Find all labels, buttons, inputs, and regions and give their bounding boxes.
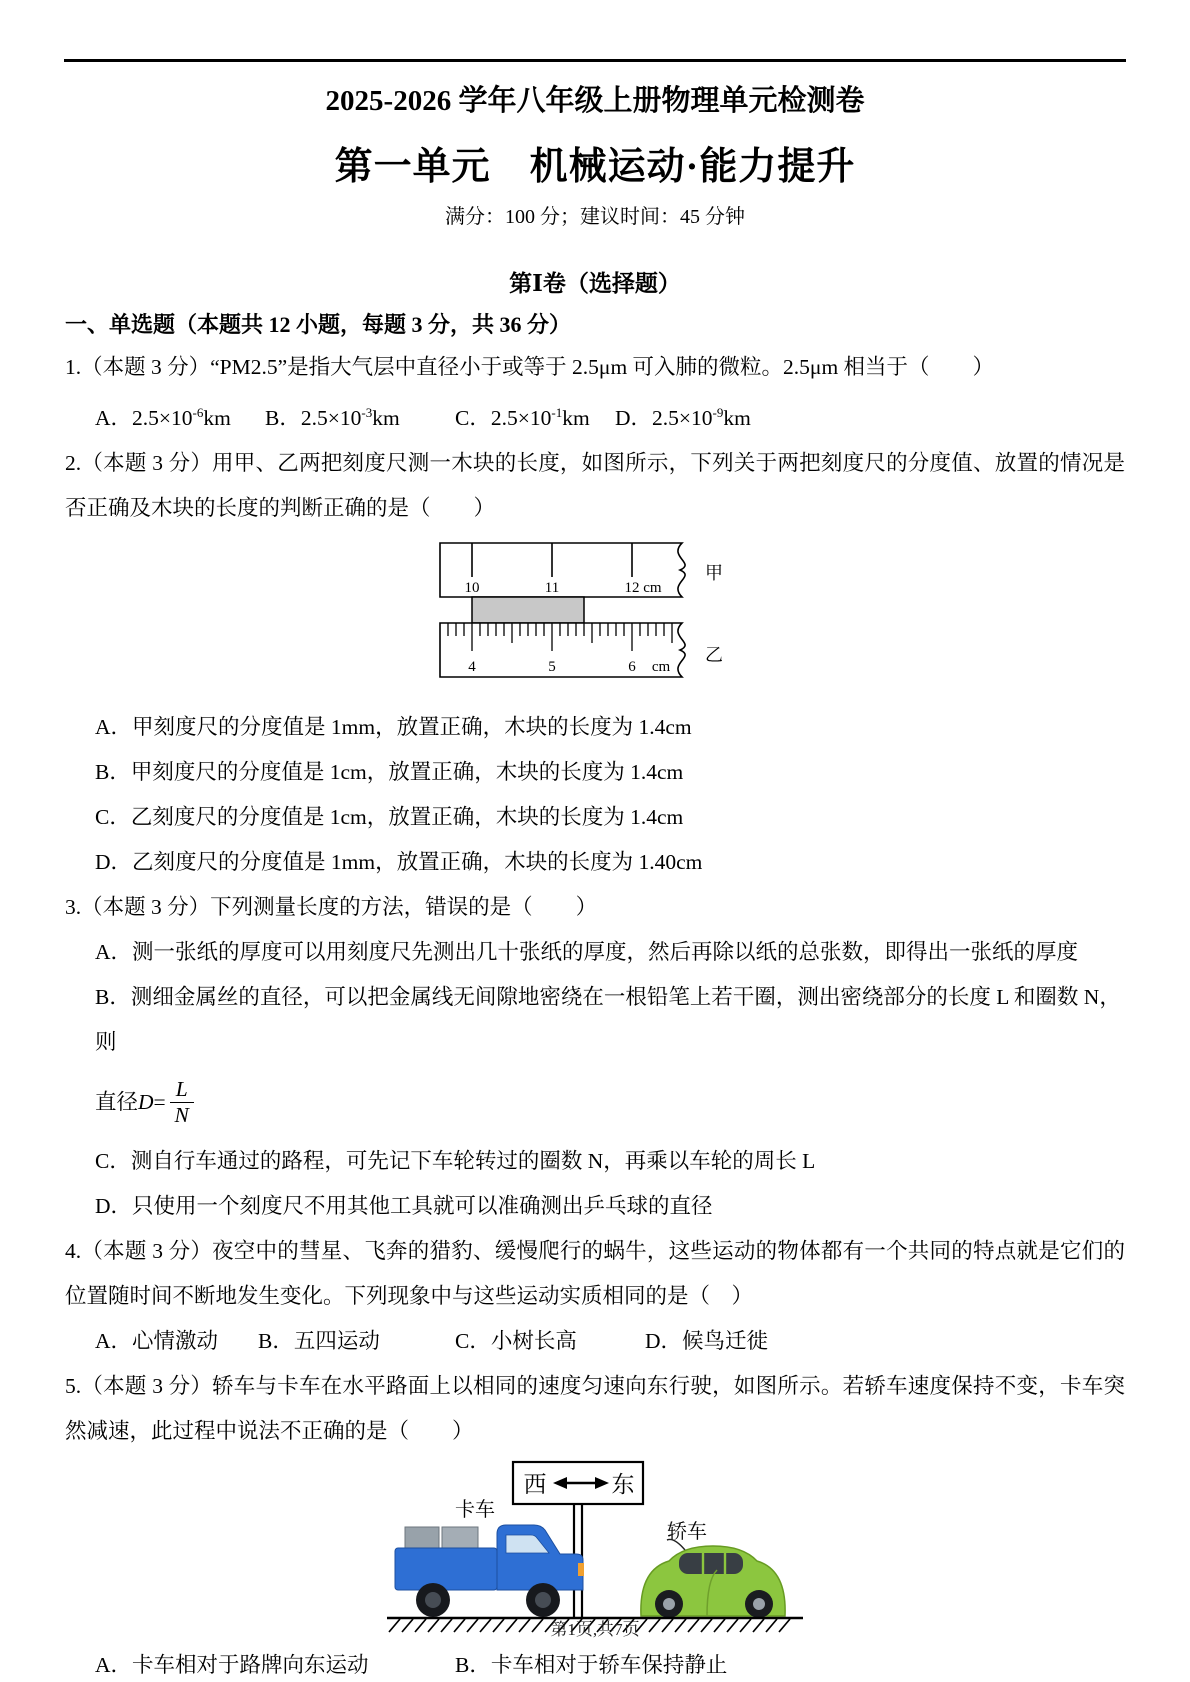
q2-option-d: D．乙刻度尺的分度值是 1mm，放置正确，木块的长度为 1.40cm bbox=[95, 850, 703, 875]
ruler-yi-tick-label: 6 bbox=[628, 659, 636, 676]
option-unit: km bbox=[203, 406, 231, 431]
q5-option-a: A．卡车相对于路牌向东运动 bbox=[95, 1653, 369, 1678]
question-5-options bbox=[65, 1643, 1125, 1682]
q1-option-c bbox=[455, 390, 615, 441]
ruler-jia-tick-label: 12 cm bbox=[624, 580, 662, 597]
option-label: B． bbox=[265, 406, 301, 431]
fraction-l-over-n bbox=[170, 1077, 194, 1127]
option-exponent: -3 bbox=[361, 405, 373, 420]
ruler-yi-name-label: 乙 bbox=[705, 645, 723, 666]
unit-title: 第一单元 机械运动·能力提升 bbox=[334, 146, 856, 188]
car-wheel-hub bbox=[663, 1598, 675, 1610]
section-title: 第Ⅰ卷（选择题） bbox=[509, 271, 681, 296]
ruler-jia-tick-label: 11 bbox=[544, 580, 560, 597]
sign-east-label: 东 bbox=[611, 1472, 635, 1498]
option-value: 2.5×10 bbox=[300, 406, 362, 431]
header-divider bbox=[64, 59, 1126, 62]
formula-prefix: 直径 bbox=[95, 1089, 139, 1114]
ruler-measurement-diagram bbox=[430, 535, 760, 705]
q3-option-d: D．只使用一个刻度尺不用其他工具就可以准确测出乒乓球的直径 bbox=[95, 1194, 713, 1219]
question-1-options bbox=[65, 390, 1125, 441]
truck-bed bbox=[395, 1548, 497, 1590]
doc-title: 2025-2026 学年八年级上册物理单元检测卷 bbox=[325, 85, 865, 117]
truck-wheel-hub bbox=[425, 1592, 441, 1608]
cargo-box bbox=[442, 1527, 478, 1548]
cargo-box bbox=[405, 1527, 439, 1548]
page-content bbox=[65, 70, 1125, 1682]
question-4-stem: 4.（本题 3 分）夜空中的彗星、飞奔的猎豹、缓慢爬行的蜗牛，这些运动的物体都有一个共同的特点就是它们的位置随时间不断地发生变化。下列现象中与这些运动实质相同的是（ ） bbox=[65, 1239, 1125, 1309]
question-3 bbox=[65, 885, 1125, 1229]
q1-option-b bbox=[265, 390, 455, 441]
q2-option-c: C．乙刻度尺的分度值是 1cm，放置正确，木块的长度为 1.4cm bbox=[95, 805, 684, 830]
car-windows bbox=[679, 1553, 743, 1574]
q3-option-b-formula bbox=[65, 1065, 1125, 1139]
option-value: 2.5×10 bbox=[132, 406, 193, 431]
fraction-numerator: L bbox=[170, 1077, 194, 1103]
part-heading: 一、单选题（本题共 12 小题，每题 3 分，共 36 分） bbox=[65, 312, 572, 337]
ruler-jia-tick-label: 10 bbox=[464, 580, 480, 597]
exam-meta: 满分：100 分；建议时间：45 分钟 bbox=[445, 206, 745, 228]
fraction-denominator: N bbox=[174, 1102, 189, 1127]
q4-option-d: D．候鸟迁徙 bbox=[645, 1329, 769, 1354]
question-1-stem: 1.（本题 3 分）“PM2.5”是指大气层中直径小于或等于 2.5μm 可入肺的微粒。2.5μm 相当于（ ） bbox=[65, 355, 995, 379]
option-unit: km bbox=[562, 406, 590, 431]
q1-option-a bbox=[95, 390, 265, 441]
truck-label: 卡车 bbox=[455, 1499, 495, 1522]
option-label: A． bbox=[95, 406, 133, 431]
option-exponent: -6 bbox=[192, 405, 204, 420]
car-wheel-hub bbox=[753, 1598, 765, 1610]
question-4 bbox=[65, 1229, 1125, 1364]
q3-option-a: A．测一张纸的厚度可以用刻度尺先测出几十张纸的厚度，然后再除以纸的总张数，即得出一张纸的厚度 bbox=[95, 940, 1079, 965]
question-5-stem: 5.（本题 3 分）轿车与卡车在水平路面上以相同的速度匀速向东行驶，如图所示。若轿车速度保持不变，卡车突然减速，此过程中说法不正确的是（ ） bbox=[65, 1374, 1125, 1444]
option-value: 2.5×10 bbox=[652, 406, 713, 431]
question-4-options bbox=[65, 1319, 1125, 1364]
question-2-stem: 2.（本题 3 分）用甲、乙两把刻度尺测一木块的长度，如图所示，下列关于两把刻度尺的分度值、放置的情况是否正确及木块的长度的判断正确的是（ ） bbox=[65, 451, 1125, 521]
q5-option-b: B．卡车相对于轿车保持静止 bbox=[455, 1653, 728, 1678]
page-footer: 第1页,共7页 bbox=[550, 1620, 640, 1639]
option-label: C． bbox=[455, 406, 491, 431]
q1-option-d bbox=[615, 390, 751, 441]
question-3-stem: 3.（本题 3 分）下列测量长度的方法，错误的是（ ） bbox=[65, 895, 598, 920]
ruler-yi-tick-label: 4 bbox=[468, 659, 476, 676]
question-1 bbox=[65, 345, 1125, 441]
option-unit: km bbox=[372, 406, 400, 431]
option-unit: km bbox=[723, 406, 751, 431]
q2-option-b: B．甲刻度尺的分度值是 1cm，放置正确，木块的长度为 1.4cm bbox=[95, 760, 684, 785]
option-label: D． bbox=[615, 406, 653, 431]
truck-headlight bbox=[578, 1563, 584, 1576]
truck-wheel-hub bbox=[535, 1592, 551, 1608]
formula-equals: = bbox=[153, 1089, 166, 1114]
ruler-yi-unit-label: cm bbox=[651, 659, 671, 676]
formula-variable-d: D bbox=[138, 1089, 154, 1114]
car-label: 轿车 bbox=[667, 1521, 707, 1544]
ruler-jia-name-label: 甲 bbox=[705, 563, 723, 584]
q2-option-a: A．甲刻度尺的分度值是 1mm，放置正确，木块的长度为 1.4cm bbox=[95, 715, 692, 740]
q4-option-b: B．五四运动 bbox=[258, 1329, 380, 1354]
q3-option-c: C．测自行车通过的路程，可先记下车轮转过的圈数 N，再乘以车轮的周长 L bbox=[95, 1149, 816, 1174]
q3-option-b: B．测细金属丝的直径，可以把金属线无间隙地密绕在一根铅笔上若干圈，测出密绕部分的长度 L 和圈数 N，则 bbox=[95, 985, 1121, 1055]
wood-block bbox=[472, 597, 584, 623]
q4-option-c: C．小树长高 bbox=[455, 1329, 577, 1354]
sign-west-label: 西 bbox=[523, 1472, 547, 1498]
option-value: 2.5×10 bbox=[490, 406, 552, 431]
option-exponent: -1 bbox=[551, 405, 563, 420]
truck-illustration bbox=[395, 1525, 584, 1617]
q4-option-a: A．心情激动 bbox=[95, 1329, 219, 1354]
option-exponent: -9 bbox=[712, 405, 724, 420]
ruler-yi-tick-label: 5 bbox=[548, 659, 556, 676]
car-illustration bbox=[641, 1540, 785, 1619]
question-2 bbox=[65, 441, 1125, 885]
